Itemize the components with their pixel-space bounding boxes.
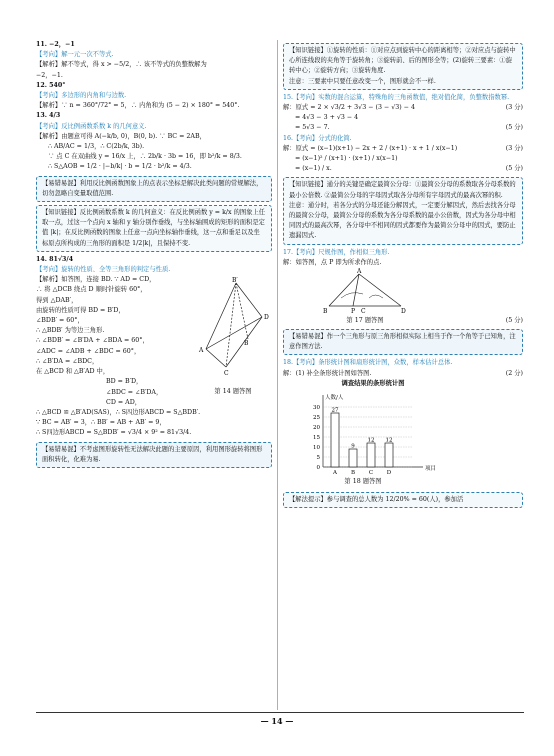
q13-line4: ∴ S△AOB = 1/2 · |−b/k| · b = 1/2 · b²/k = 4/3. — [48, 163, 192, 171]
error-tip-box-14: 【易错易混】不考虑图形旋转性无法解决此题的主要原因，利用图形旋转将图形面积转化，化难为易. — [36, 442, 272, 468]
knowledge-box-13: 【知识链接】反比例函数系数 k 的几何意义：在反比例函数 y = k/x 的图象上任取一点，过这一个点向 x 轴和 y 轴分别作垂线，与坐标轴围成的矩形的面积是定值 |k|；在反比例函数的图象上任意一点向坐标轴作垂线，这一点和垂足以及坐标原点所构成的三角形的面积是 1/2|k|，且保持不变. — [36, 205, 272, 252]
q11-analysis-cont: −2，−1. — [36, 71, 63, 79]
q14-line6: ∴ △BDB′ 为等边三角形. — [36, 327, 105, 335]
q14-line5: ∠BDB′ = 60°， — [36, 317, 84, 325]
q17-figure-caption: 第 17 题答图 — [346, 317, 384, 325]
error-tip-box-17: 【易错易混】作一个三角形与原三角形相似实际上相当于作一个角等于已知角，注意作图方法. — [283, 329, 523, 355]
bar — [331, 413, 339, 467]
q14-line10: 在 △BCD 和 △B′AD 中， — [36, 368, 110, 376]
q15-line3-text: = 5√3 − 7. — [295, 124, 330, 132]
q13-answer: 13. 4/3 — [36, 112, 61, 120]
q16-line2: = (x−1)² / (x+1) · (x+1) / x(x−1) — [295, 155, 398, 163]
q14-figure-caption: 第 14 题答图 — [214, 387, 252, 395]
right-column — [283, 40, 523, 511]
q15-score1: (3 分) — [505, 104, 523, 112]
q12-answer: 12. 540° — [36, 81, 66, 89]
q17-figure-block — [283, 268, 523, 326]
q14-line2: ∴ 将 △DCB 绕点 D 顺时针旋转 60°， — [36, 286, 147, 294]
q17-topic: 17.【考向】尺规作图，作相似三角形. — [283, 248, 390, 256]
q14-answer: 14. 81√3/4 — [36, 255, 74, 263]
q15-score2: (5 分) — [505, 124, 523, 132]
q15-line1-text: 解：原式 = 2 × √3/2 + 3√3 − (3 − √3) − 4 — [283, 104, 415, 112]
q14-topic: 【考向】旋转的性质、全等三角形的判定与性质. — [36, 266, 171, 274]
svg-text:C: C — [224, 369, 229, 377]
q17-figure — [323, 268, 413, 316]
q13-line3: ∵ 点 C 在双曲线 y = 16/x 上，∴ 2b/k · 3b = 16，即 b²/k = 8/3. — [48, 153, 242, 161]
knowledge-rotation-text: 【知识链接】①旋转的性质：①对应点到旋转中心的距离相等；②对应点与旋转中心所连线段的夹角等于旋转角；③旋转前、后的图形全等；(2)旋转三要素：①旋转中心；②旋转方向；③旋转角度. — [289, 47, 516, 75]
q12-analysis: 【解析】∵ n = 360°/72° = 5，∴ 内角和为 (5 − 2) × 180° = 540°. — [36, 102, 240, 110]
chart-caption: 第 18 题答图 — [344, 477, 382, 485]
error-tip-box-13: 【易错易混】利用反比例函数图象上的点表示坐标是解决此类问题的常规解法，切勿忽略自变量取值范围. — [36, 176, 272, 202]
x-axis-label: 项目 — [425, 465, 437, 472]
q15-line1 — [283, 103, 523, 113]
svg-text:B: B — [323, 308, 328, 316]
q18-line1 — [283, 369, 523, 379]
x-tick-label: B — [350, 469, 356, 476]
q14-line9: ∴ ∠B′DA = ∠BDC， — [36, 357, 99, 365]
y-axis-label: 人数/人 — [325, 394, 344, 401]
q12-topic: 【考向】多边形的内角和与边数. — [36, 92, 127, 100]
q16-line3-text: = (x−1) / x. — [295, 165, 332, 173]
q16-line3 — [283, 164, 523, 174]
q16-line1 — [283, 144, 523, 154]
q14-block — [36, 255, 272, 439]
q14-line1: 【解析】如答图，连接 BD. ∵ AD = CD， — [36, 276, 156, 284]
column-divider — [277, 40, 278, 710]
bar — [385, 443, 393, 467]
bar-value-label: 12 — [385, 437, 393, 444]
chart-title: 调查结果的条形统计图 — [341, 379, 405, 387]
svg-text:C: C — [361, 308, 366, 316]
q14-cond3: CD = AD， — [106, 398, 142, 406]
bar — [367, 443, 375, 467]
solution-hint-box: 【解法提示】参与调查的总人数为 12/20% = 60(人)，参加活 — [283, 492, 523, 508]
q14-line8: ∠ADC = ∠ADB + ∠BDC = 60°， — [36, 347, 141, 355]
y-tick-label: 0 — [316, 464, 320, 471]
q18-topic: 18.【考向】条形统计图和扇形统计图，众数，样本估计总体. — [283, 359, 453, 367]
q14-line7: ∴ ∠BDB′ = ∠B′DA + ∠BDA = 60°， — [36, 337, 149, 345]
bar-value-label: 9 — [351, 443, 355, 450]
q14-line3: 得到 △DAB′， — [36, 296, 78, 304]
q18-chart-block — [283, 379, 523, 489]
y-tick-label: 5 — [316, 454, 320, 461]
left-column — [36, 40, 272, 471]
knowledge-fraction-note: 注意：通分时，若各分式的分母还能分解因式，一定要分解因式，然后去找各分母的最简公分母，最简公分母的系数为各分母系数的最小公倍数，因式为各分母中相同因式的最高次幂，各分母中不相同的因式都要作为最简公分母中的因式，要防止遗漏因式. — [289, 201, 516, 240]
y-tick-label: 20 — [313, 424, 320, 431]
q13-topic: 【考向】反比例函数系数 k 的几何意义. — [36, 122, 147, 130]
y-tick-label: 25 — [313, 414, 320, 421]
y-tick-label: 10 — [313, 444, 320, 451]
q11-topic: 【考向】解一元一次不等式. — [36, 51, 114, 59]
q15-line2: = 4√3 − 3 + √3 − 4 — [295, 114, 359, 122]
q13-line2: ∴ AB/AC = 1/3，∴ C(2b/k, 3b). — [48, 143, 145, 151]
page-number: — 14 — — [260, 716, 294, 726]
q14-line12: ∵ BC = AB′ = 3，∴ BB′ = AB + AB′ = 9， — [36, 419, 166, 427]
x-tick-label: A — [333, 469, 337, 476]
q17-score: (5 分) — [505, 317, 523, 325]
knowledge-rotation-note: 注意：三要素中只要任意改变一个，图形就会不一样. — [289, 77, 436, 85]
x-tick-label: C — [368, 469, 374, 476]
svg-text:A: A — [357, 268, 362, 276]
bar-value-label: 27 — [331, 407, 339, 414]
q17-line1: 解：如答图，点 P 即为所求作的点. — [283, 258, 382, 266]
svg-text:B: B — [244, 339, 249, 347]
x-tick-label: D — [386, 469, 392, 476]
q16-topic: 16.【考向】分式的化简. — [283, 134, 352, 142]
knowledge-box-fraction — [283, 177, 523, 244]
y-tick-label: 30 — [313, 404, 320, 411]
q14-cond2: ∠BDC = ∠B′DA， — [106, 388, 163, 396]
q13-line1: 【解析】由题意可得 A(−k/b, 0)，B(0, b). ∵ BC = 2AB， — [36, 132, 206, 140]
q14-line4: 由旋转的性质可得 BD = B′D， — [36, 306, 125, 314]
svg-text:D: D — [401, 308, 406, 316]
q14-line11: ∴ △BCD ≌ △B′AD(SAS)，∴ S四边形ABCD = S△BDB′. — [36, 408, 201, 416]
q14-cond1: BD = B′D， — [106, 378, 143, 386]
knowledge-box-rotation — [283, 43, 523, 90]
q18-score: (2 分) — [505, 369, 523, 377]
bar — [349, 449, 357, 467]
footer-rule — [36, 712, 524, 713]
svg-text:A: A — [199, 346, 204, 354]
q18-line1-text: 解：(1) 补全条形统计图如答图. — [283, 369, 372, 377]
q11-answer: 11. −2，−1 — [36, 41, 75, 48]
q14-figure — [196, 277, 272, 382]
y-tick-label: 15 — [313, 434, 320, 441]
knowledge-fraction-text: 【知识链接】通分的关键是确定最简公分母：①最简公分母的系数取各分母系数的最小公倍数. ②最简公分母的字母因式取各分母所有字母因式的最高次幂的积. — [289, 181, 516, 199]
q16-line1-text: 解：原式 = (x−1)(x+1) − 2x + 2 / (x+1) · x + 1 / x(x−1) — [283, 144, 458, 152]
svg-text:B′: B′ — [232, 276, 238, 284]
q15-topic: 15.【考向】实数的混合运算，特殊角的三角函数值，绝对值化简，负整数指数幂. — [283, 93, 510, 101]
q16-score2: (5 分) — [505, 165, 523, 173]
svg-text:D: D — [264, 313, 269, 321]
bar-value-label: 12 — [367, 437, 375, 444]
q16-score1: (3 分) — [505, 144, 523, 152]
q14-line13: ∴ S四边形ABCD = S△BDB′ = √3/4 × 9² = 81√3/4. — [36, 429, 192, 437]
svg-text:P: P — [351, 308, 356, 316]
q11-analysis: 【解析】解不等式，得 x > −5/2，∴ 该不等式的负整数解为 — [36, 61, 207, 69]
q15-line3 — [283, 123, 523, 133]
bar-chart — [301, 389, 451, 477]
